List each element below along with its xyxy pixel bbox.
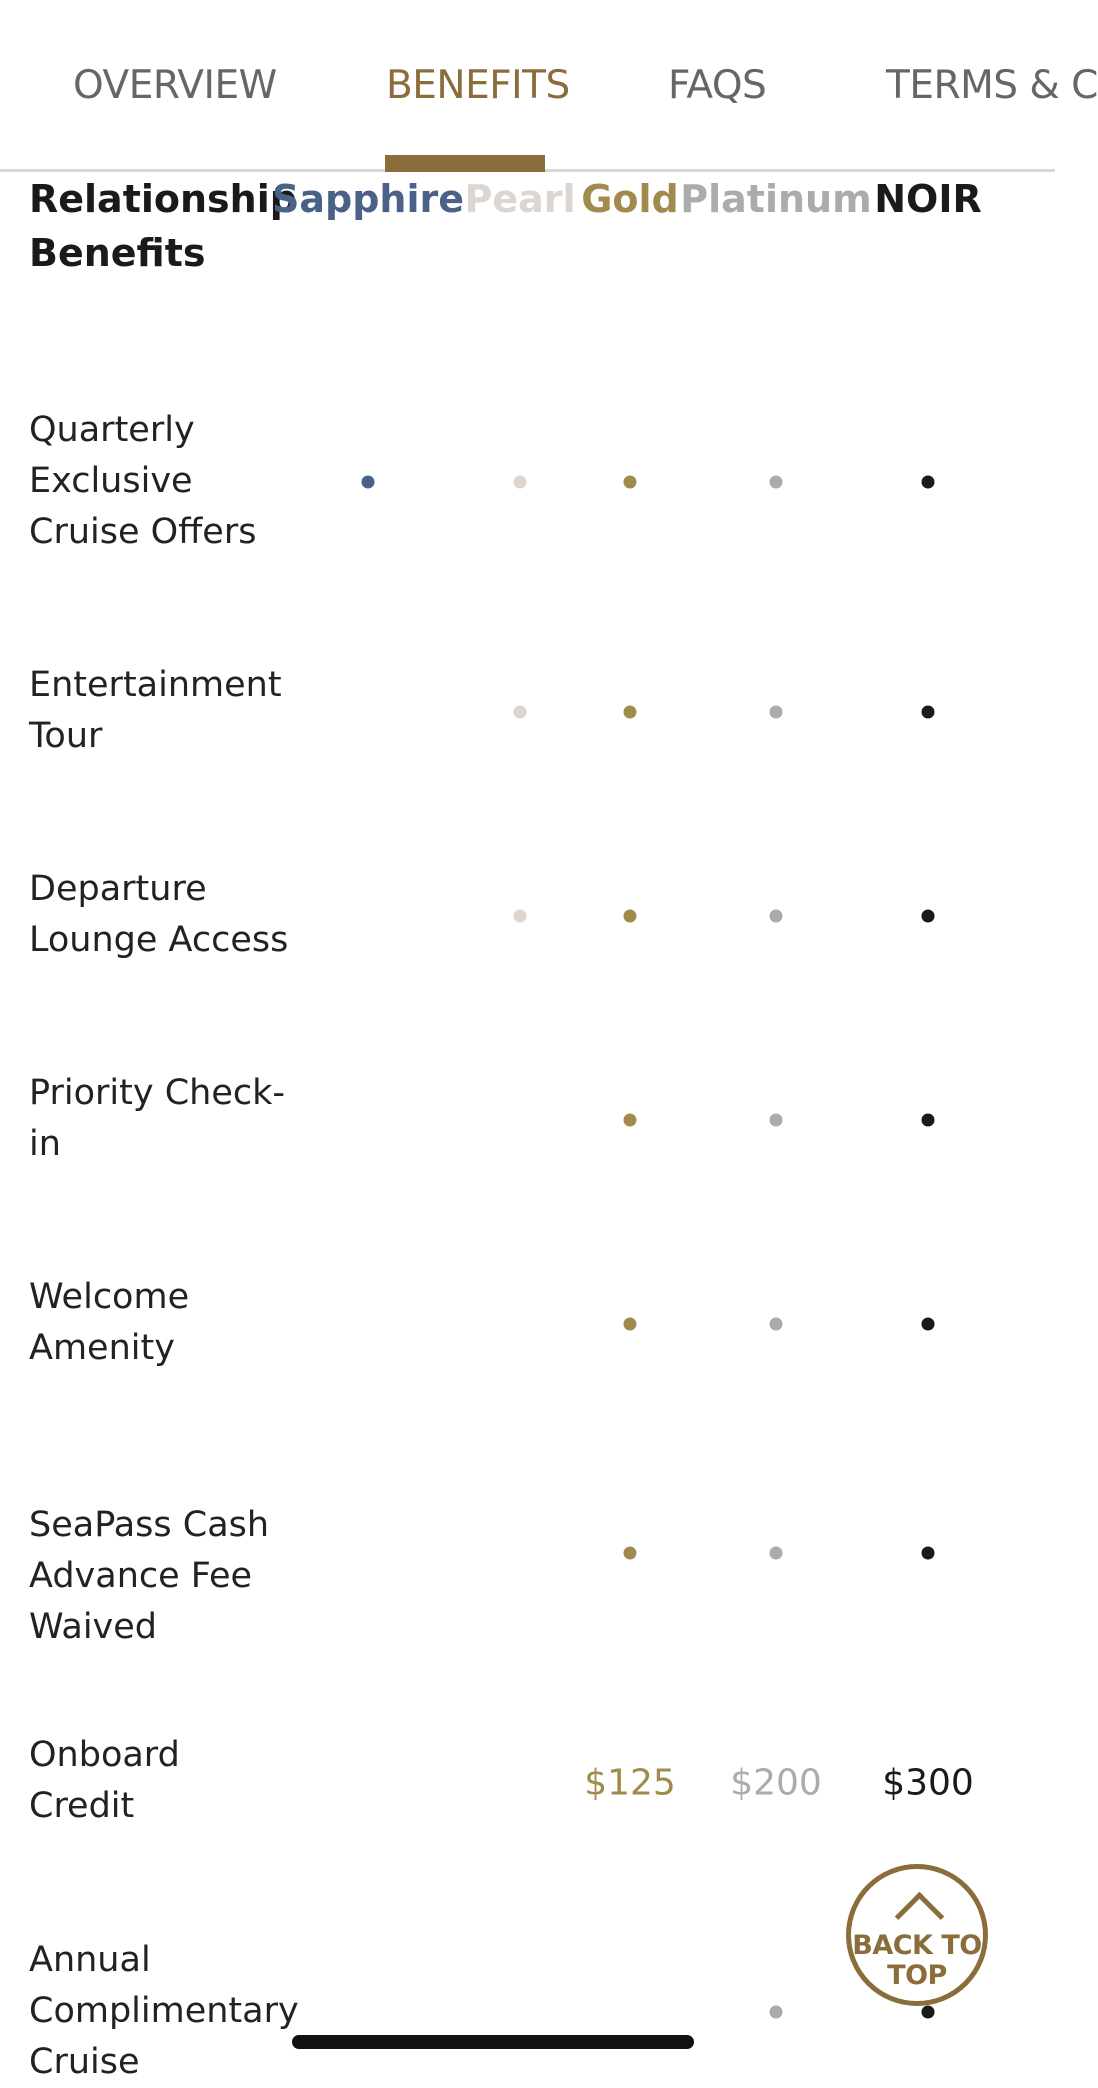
back-to-top-label: BACK TO TOP <box>852 1930 982 1991</box>
benefit-label: Annual Complimentary Cruise <box>29 1940 299 2082</box>
benefit-dot-platinum <box>770 476 783 489</box>
benefit-dot-noir <box>922 476 935 489</box>
benefit-dot-pearl <box>514 910 527 923</box>
benefit-dot-platinum <box>770 910 783 923</box>
benefit-dot-platinum <box>770 706 783 719</box>
benefit-dot-gold <box>624 706 637 719</box>
tier-header-pearl: Pearl <box>464 177 576 221</box>
benefit-dot-noir <box>922 2006 935 2019</box>
tier-header-noir: NOIR <box>874 177 982 221</box>
benefit-label: Entertainment Tour <box>29 665 282 756</box>
active-tab-indicator <box>385 155 545 172</box>
benefit-dot-gold <box>624 1318 637 1331</box>
benefit-label: Departure Lounge Access <box>29 869 289 960</box>
benefit-label: Quarterly Exclusive Cruise Offers <box>29 410 257 552</box>
benefit-dot-pearl <box>514 476 527 489</box>
benefit-dot-noir <box>922 910 935 923</box>
benefit-dot-noir <box>922 1318 935 1331</box>
tab-overview[interactable]: OVERVIEW <box>73 63 277 108</box>
benefit-label: Priority Check-in <box>29 1073 285 1164</box>
benefit-dot-gold <box>624 476 637 489</box>
benefit-dot-platinum <box>770 1318 783 1331</box>
tab-faqs[interactable]: FAQS <box>668 63 767 108</box>
back-to-top-button[interactable] <box>846 1864 988 2006</box>
benefit-dot-gold <box>624 910 637 923</box>
benefit-dot-gold <box>624 1547 637 1560</box>
benefit-dot-sapphire <box>362 476 375 489</box>
benefit-dot-noir <box>922 706 935 719</box>
onboard-credit-platinum: $200 <box>730 1762 822 1804</box>
benefit-dot-noir <box>922 1547 935 1560</box>
tier-header-sapphire: Sapphire <box>271 177 465 221</box>
top-nav <box>0 0 1098 172</box>
tab-terms[interactable]: TERMS & C <box>886 63 1098 108</box>
benefit-dot-platinum <box>770 2006 783 2019</box>
tier-header-platinum: Platinum <box>680 177 872 221</box>
benefit-dot-gold <box>624 1114 637 1127</box>
benefit-dot-pearl <box>514 706 527 719</box>
home-indicator <box>292 2035 694 2049</box>
tab-benefits[interactable]: BENEFITS <box>386 63 570 108</box>
benefit-dot-platinum <box>770 1547 783 1560</box>
title-line: Relationship <box>29 177 297 221</box>
benefit-label: Welcome Amenity <box>29 1277 190 1368</box>
benefit-label: Onboard Credit <box>29 1735 180 1826</box>
benefit-label: SeaPass Cash Advance Fee Waived <box>29 1505 270 1647</box>
tier-header-gold: Gold <box>581 177 679 221</box>
onboard-credit-gold: $125 <box>584 1762 676 1804</box>
benefit-dot-platinum <box>770 1114 783 1127</box>
benefit-dot-noir <box>922 1114 935 1127</box>
title-line: Benefits <box>29 231 206 275</box>
onboard-credit-noir: $300 <box>882 1762 974 1804</box>
